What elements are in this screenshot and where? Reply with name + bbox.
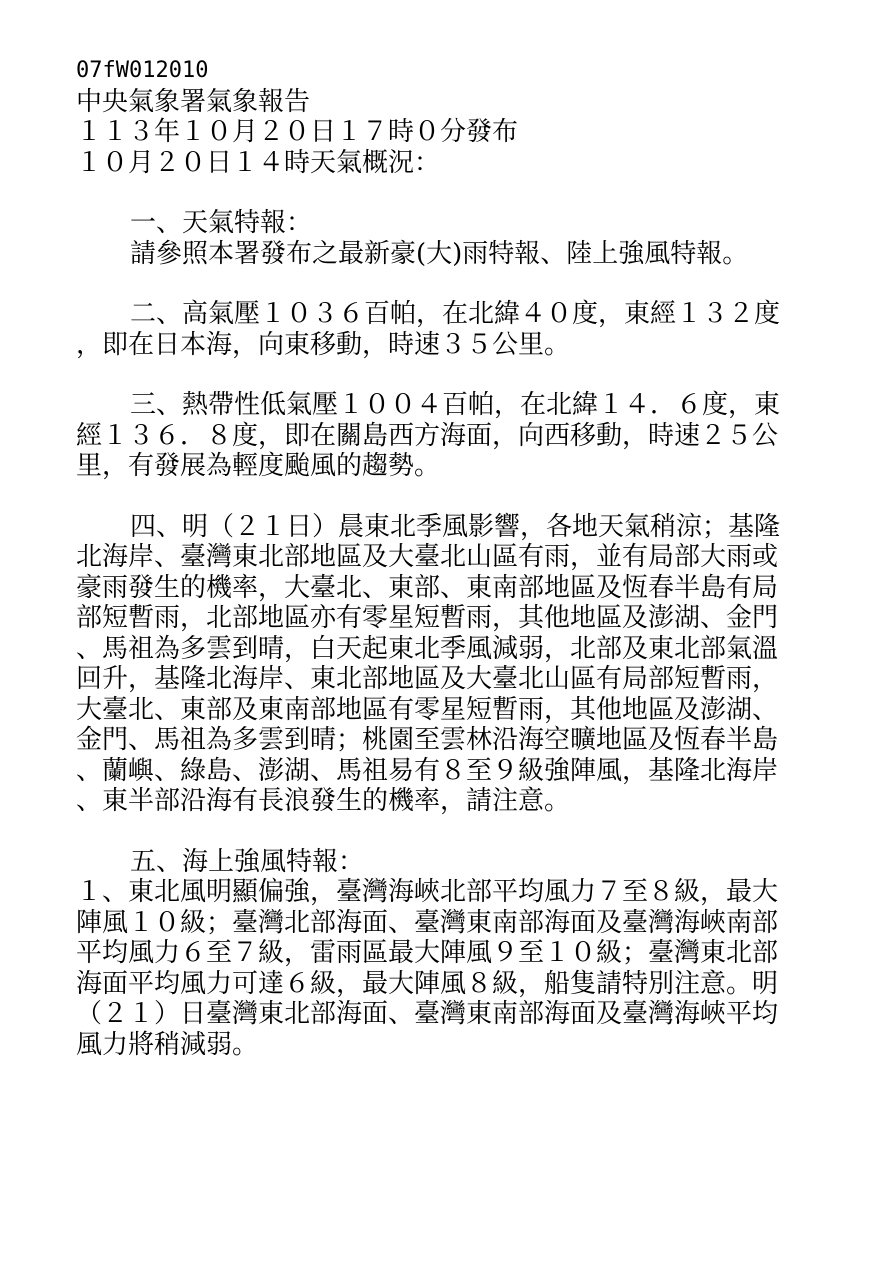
- weather-report-document: [76, 56, 806, 1060]
- section4-line: 、馬祖為多雲到晴，白天起東北季風減弱，北部及東北部氣溫: [76, 633, 779, 664]
- section2-line: ，即在日本海，向東移動，時速３５公里。: [76, 329, 571, 360]
- section4-line: 、東半部沿海有長浪發生的機率，請注意。: [76, 786, 571, 816]
- section3-line: 里，有發展為輕度颱風的趨勢。: [76, 451, 441, 481]
- section4-line: 回升，基隆北海岸、東北部地區及大臺北山區有局部短暫雨，: [76, 664, 779, 694]
- section5-line: 陣風１０級；臺灣北部海面、臺灣東南部海面及臺灣海峽南部: [76, 907, 779, 938]
- section5-line: 風力將稍減弱。: [76, 1029, 259, 1060]
- section4-line: 、蘭嶼、綠島、澎湖、馬祖易有８至９級強陣風，基隆北海岸: [76, 755, 779, 786]
- section3-line: 經１３６．８度，即在關島西方海面，向西移動，時速２５公: [76, 420, 779, 451]
- spacer: [76, 482, 806, 512]
- section4-line: 北海岸、臺灣東北部地區及大臺北山區有雨，並有局部大雨或: [76, 542, 779, 572]
- spacer: [76, 360, 806, 390]
- document-id: 07fW012010: [76, 58, 209, 83]
- section1-text: 請參照本署發布之最新豪(大)雨特報、陸上強風特報。: [130, 238, 749, 269]
- section5-line: 平均風力６至７級，雷雨區最大陣風９至１０級；臺灣東北部: [76, 938, 779, 968]
- spacer: [76, 269, 806, 299]
- section1-title: 一、天氣特報：: [130, 208, 313, 238]
- section4-line: 大臺北、東部及東南部地區有零星短暫雨，其他地區及澎湖、: [76, 694, 779, 725]
- section3-line: 三、熱帶性低氣壓１００４百帕，在北緯１４．６度，東: [130, 390, 781, 420]
- issue-time: １１３年１０月２０日１７時０分發布: [76, 117, 519, 147]
- section4-line: 四、明（２１日）晨東北季風影響，各地天氣稍涼；基隆: [130, 511, 781, 542]
- section5-line: １、東北風明顯偏強，臺灣海峽北部平均風力７至８級，最大: [76, 877, 779, 907]
- spacer: [76, 817, 806, 847]
- overview-heading: １０月２０日１４時天氣概況：: [76, 147, 441, 178]
- section4-line: 金門、馬祖為多雲到晴；桃園至雲林沿海空曠地區及恆春半島: [76, 725, 779, 755]
- section5-line: 海面平均風力可達６級，最大陣風８級，船隻請特別注意。明: [76, 968, 779, 999]
- section5-title: 五、海上強風特報：: [130, 846, 365, 877]
- section2-line: 二、高氣壓１０３６百帕，在北緯４０度，東經１３２度: [130, 299, 781, 329]
- section4-line: 豪雨發生的機率，大臺北、東部、東南部地區及恆春半島有局: [76, 572, 779, 603]
- spacer: [76, 178, 806, 208]
- section5-line: （２１）日臺灣東北部海面、臺灣東南部海面及臺灣海峽平均: [76, 999, 779, 1029]
- section4-line: 部短暫雨，北部地區亦有零星短暫雨，其他地區及澎湖、金門: [76, 603, 779, 633]
- agency-title: 中央氣象署氣象報告: [76, 86, 311, 117]
